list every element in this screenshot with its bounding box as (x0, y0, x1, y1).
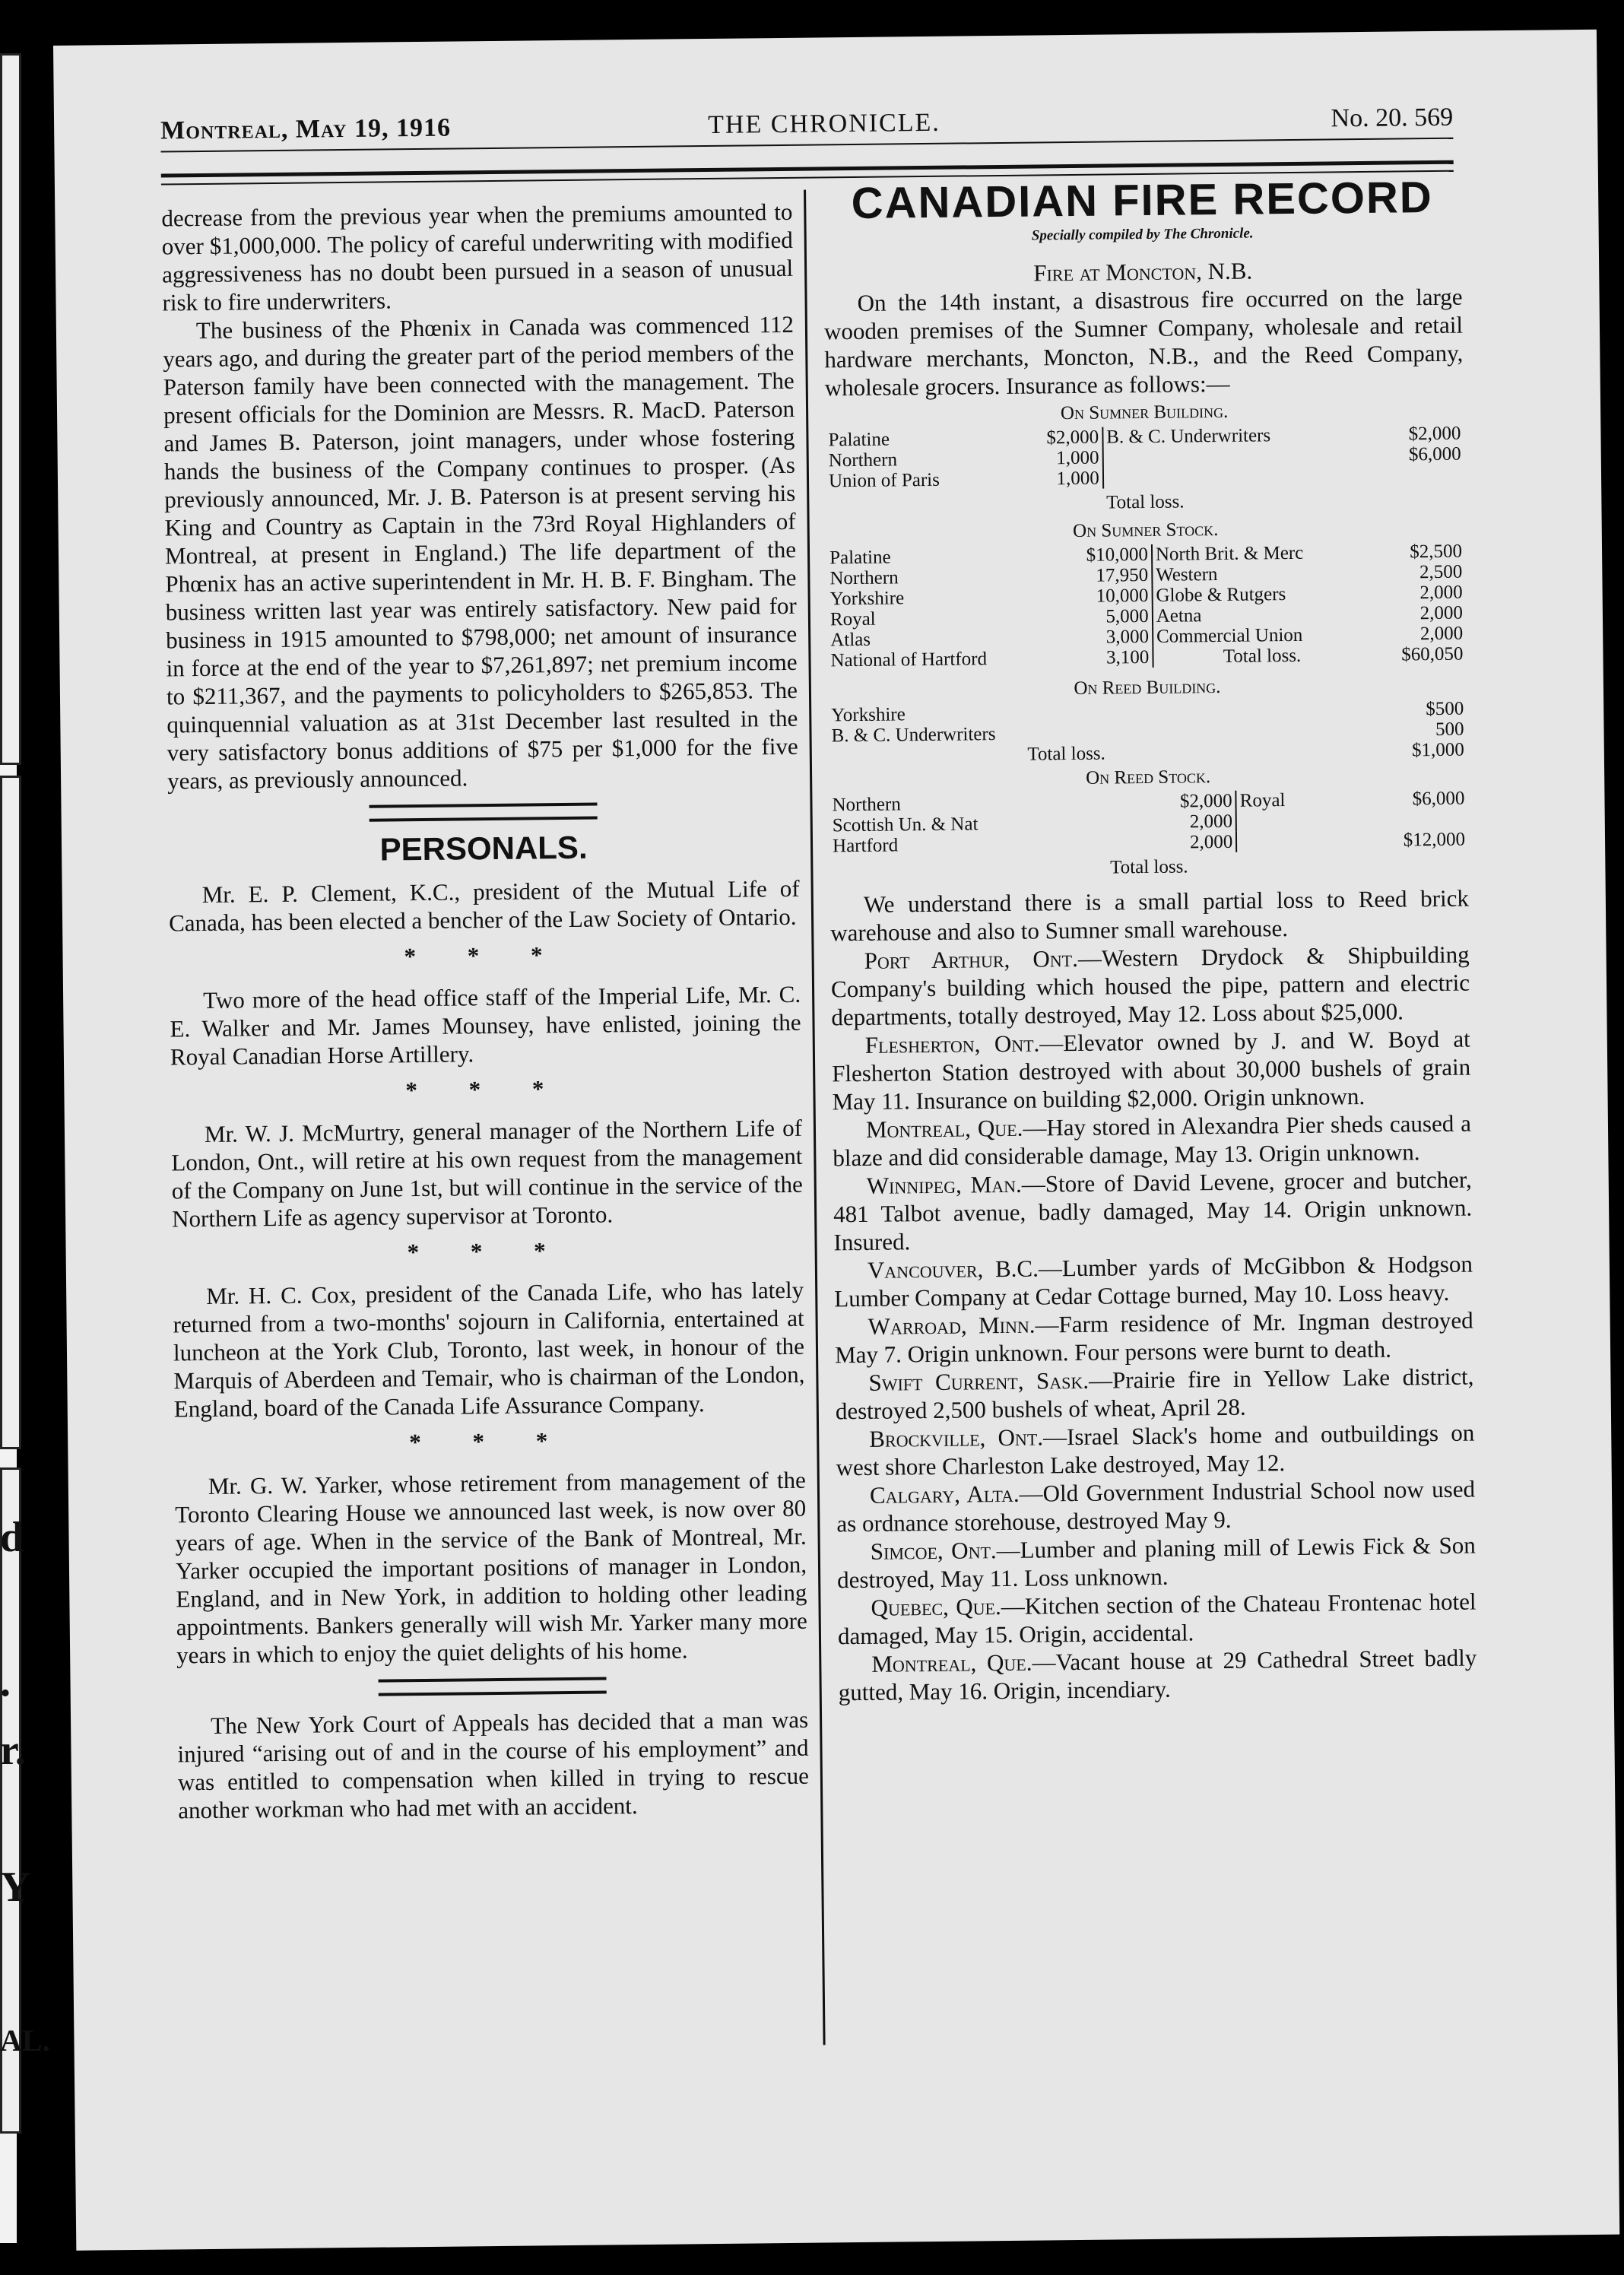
amount: 17,950 (1096, 564, 1149, 586)
adjacent-letter: d (0, 1514, 24, 1561)
amount: 1,000 (1056, 468, 1099, 490)
amount: 2,000 (1189, 811, 1233, 833)
amount: $2,500 (1410, 541, 1463, 563)
fire-details: —Vacant house at 29 Cathedral Street badly gutted, May 16. Origin, incendiary. (838, 1644, 1477, 1706)
amount: 1,000 (1056, 447, 1099, 469)
amount: 3,100 (1105, 646, 1150, 668)
insurer: Globe & Rutgers (1152, 583, 1370, 606)
sumner-building-table (825, 424, 1464, 492)
personals-heading: PERSONALS. (379, 829, 588, 868)
fire-location: Warroad, Minn. (868, 1311, 1036, 1340)
fire-item (836, 1419, 1475, 1482)
amount: $2,000 (1408, 423, 1461, 445)
insurer: Atlas (830, 629, 871, 651)
insurer: Northern (832, 794, 901, 816)
insurer: Union of Paris (828, 469, 940, 492)
insurer: Yorkshire (831, 704, 906, 726)
fire-details: —Lumber and planing mill of Lewis Fick & Son destroyed, May 11. Loss unknown. (837, 1531, 1476, 1594)
fire-location: Montreal, Que. (871, 1648, 1032, 1677)
separator-stars: * * * (409, 1426, 571, 1456)
fire-details: —Prairie fire in Yellow Lake district, destroyed 2,500 bushels of wheat, April 28. (835, 1363, 1474, 1425)
total-amount: $60,050 (1401, 643, 1464, 665)
adjacent-page-box (0, 53, 21, 765)
personal-item: Mr. H. C. Cox, president of the Canada Life, who has lately returned from a two-months' sojourn in California, entertained at luncheon at the York Club, Toronto, last week, in honour of the Marquis of Aberdeen and Temair, who is chairman of the London, England, board of the Canada Life Assurance Company. (173, 1276, 805, 1423)
insurer: Royal (829, 608, 876, 630)
separator-stars: * * * (407, 1236, 569, 1266)
personal-item: Mr. W. J. McMurtry, general manager of the Northern Life of London, Ont., will retire at his own request from the management of the Company on June 1st, but will continue in the service of the Northern Life as agency supervisor at Toronto. (171, 1114, 803, 1233)
amount (1372, 465, 1464, 486)
fire-paragraph: We understand there is a small partial loss to Reed brick warehouse and also to Sumner small warehouse. (830, 884, 1470, 947)
fire-item (833, 1109, 1472, 1172)
insurer: Northern (829, 567, 899, 589)
amount (1337, 809, 1467, 831)
sumner-stock-table (826, 541, 1467, 671)
fire-details: —Old Government Industrial School now used as ordnance storehouse, destroyed May 9. (836, 1475, 1476, 1537)
insurer (1236, 810, 1337, 831)
separator-stars: * * * (405, 1075, 567, 1104)
header-date: Montreal, May 19, 1916 (160, 113, 452, 145)
total-loss-label: Total loss. (1027, 743, 1105, 765)
fire-item (835, 1306, 1474, 1369)
amount: 2,000 (1189, 831, 1233, 853)
total-amount: $12,000 (1403, 829, 1466, 851)
newspaper-page (53, 30, 1619, 2251)
moncton-intro: On the 14th instant, a disastrous fire occurred on the large wooden premises of the Sumner Company, wholesale and retail hardware merchants, Moncton, N.B., and the Reed Company, wholesale grocers. Insurance as follows:— (823, 283, 1464, 401)
fire-item (836, 1475, 1476, 1538)
amount: 2,000 (1419, 602, 1464, 624)
amount: $6,000 (1412, 788, 1465, 810)
insurer: Commercial Union (1153, 624, 1371, 647)
insurer (1103, 465, 1373, 489)
fire-record-subtitle: Specially compiled by The Chronicle. (1031, 225, 1254, 244)
insurer (1236, 830, 1337, 852)
fire-location: Port Arthur, Ont. (864, 944, 1079, 974)
adjacent-letter: AL. (0, 2023, 50, 2058)
fire-item (837, 1588, 1477, 1651)
fire-location: Simcoe, Ont. (870, 1537, 997, 1565)
adjacent-letter: Y (0, 1864, 31, 1911)
amount: $2,000 (1046, 427, 1099, 449)
insurer: Royal (1236, 789, 1337, 811)
personal-item: Mr. E. P. Clement, K.C., president of the Mutual Life of Canada, has been elected a bencher of the Law Society of Ontario. (168, 874, 800, 937)
fire-item (835, 1363, 1474, 1426)
insurer: North Brit. & Merc (1152, 542, 1370, 565)
insurer: Western (1152, 563, 1370, 585)
sumner-stock-heading: On Sumner Stock. (1072, 519, 1219, 541)
fire-details: —Lumber yards of McGibbon & Hodgson Lumber Company at Cedar Cottage burned, May 10. Loss heavy. (834, 1250, 1473, 1312)
insurer: B. & C. Underwriters (1102, 424, 1372, 448)
adjacent-page-box (0, 776, 21, 1449)
left-column (161, 198, 809, 1825)
header-title: THE CHRONICLE. (707, 108, 940, 139)
insurer: National of Hartford (830, 649, 988, 671)
fire-details: —Store of David Levene, grocer and butcher, 481 Talbot avenue, badly damaged, May 14. Origin unknown. Insured. (833, 1166, 1473, 1256)
reed-stock-heading: On Reed Stock. (1085, 766, 1211, 788)
adjacent-letter: . (0, 1658, 11, 1705)
amount: 500 (1435, 719, 1464, 741)
personal-item: Two more of the head office staff of the Imperial Life, Mr. C. E. Walker and Mr. James Mounsey, have enlisted, joining the Royal Canadian Horse Artillery. (170, 980, 801, 1071)
fire-item (830, 941, 1470, 1032)
fire-item (833, 1166, 1473, 1257)
fire-location: Swift Current, Sask. (868, 1366, 1090, 1396)
reed-stock-table (829, 788, 1468, 857)
page-header (160, 103, 1454, 163)
insurer: Hartford (832, 835, 899, 857)
article-paragraph: decrease from the previous year when the premiums amounted to over $1,000,000. The policy of careful underwriting with modified aggressiveness has no doubt been pursued in a season of unusual risk to fire underwriters. (161, 198, 794, 316)
amount: 3,000 (1105, 626, 1150, 648)
reed-building-table (828, 699, 1467, 767)
article-paragraph: The business of the Phœnix in Canada was commenced 112 years ago, and during the greater part of the period members of the Paterson family have been connected with the management. The present officials for the Dominion are Messrs. R. MacD. Paterson and James B. Paterson, joint managers, under whose fostering hands the business of the Company continues to prosper. (As previously announced, Mr. J. B. Paterson is at present serving his King and Country as Captain in the 73rd Royal Highlanders of Montreal, at present in England.) The life department of the Phœnix has an active superintendent in Mr. H. B. F. Bingham. The business written last year was entirely satisfactory. New paid for business in 1915 amounted to $798,000; net amount of insurance in force at the end of the year to $7,261,897; net premium income to $211,367, and the payments to policyholders to $265,853. The quinquennial valuation as at 31st December last resulted in the very satisfactory bonus additions of $75 per $1,000 for the five years, as previously announced. (163, 310, 798, 795)
total-loss-label: Total loss. (1153, 645, 1371, 668)
fire-location: Calgary, Alta. (869, 1480, 1020, 1509)
header-page-number: No. 20. 569 (1331, 103, 1454, 133)
fire-details: —Kitchen section of the Chateau Frontenac hotel damaged, May 15. Origin, accidental. (837, 1588, 1477, 1650)
fire-details: —Hay stored in Alexandra Pier sheds caused a blaze and did considerable damage, May 13. Origin unknown. (833, 1109, 1472, 1172)
insurer: B. & C. Underwriters (831, 724, 996, 747)
total-loss-label: Total loss. (1110, 856, 1188, 878)
amount: 2,000 (1419, 623, 1464, 645)
amount: 5,000 (1105, 605, 1149, 627)
fire-details: —Western Drydock & Shipbuilding Company's building which housed the pipe, pattern and electric departments, totally destroyed, May 12. Loss about $25,000. (830, 941, 1470, 1031)
insurer: Aetna (1153, 604, 1371, 627)
amount: $500 (1426, 698, 1464, 720)
sumner-building-heading: On Sumner Building. (1060, 401, 1229, 424)
section-rule (379, 1677, 607, 1696)
amount: $10,000 (1086, 544, 1149, 566)
fire-details: —Israel Slack's home and outbuildings on west shore Charleston Lake destroyed, May 12. (836, 1419, 1475, 1481)
amount: $2,000 (1179, 790, 1232, 812)
personal-item: Mr. G. W. Yarker, whose retirement from management of the Toronto Clearing House we announced last week, is now over 80 years of age. When in the service of the Bank of Montreal, Mr. Yarker occupied the important positions of manager in London, England, and in New York, in addition to holding other leading appointments. Bankers generally will wish Mr. Yarker many more years in which to enjoy the quiet delights of his home. (175, 1466, 807, 1669)
adjacent-letter: r. (0, 1727, 26, 1774)
amount: 2,000 (1419, 582, 1463, 604)
insurer (1102, 445, 1372, 468)
fire-item (832, 1025, 1471, 1116)
total-amount: $1,000 (1411, 739, 1464, 761)
fire-details: —Farm residence of Mr. Ingman destroyed May 7. Origin unknown. Four persons were burnt to death. (834, 1306, 1473, 1369)
insurer: Northern (828, 449, 898, 471)
fire-location: Quebec, Que. (871, 1593, 1001, 1621)
fire-location: Winnipeg, Man. (866, 1170, 1022, 1199)
fire-item (834, 1250, 1473, 1313)
fire-details: —Elevator owned by J. and W. Boyd at Flesherton Station destroyed with about 30,000 bushels of grain May 11. Insurance on building $2,000. Origin unknown. (832, 1025, 1471, 1115)
fire-item (837, 1531, 1477, 1594)
insurer: Palatine (828, 429, 890, 451)
insurer: Palatine (829, 547, 891, 569)
right-column (823, 173, 1477, 1707)
fire-item (838, 1644, 1477, 1707)
article-paragraph: The New York Court of Appeals has decided that a man was injured “arising out of and in the course of his employment” and was entitled to compensation when killed in trying to rescue another workman who had met with an accident. (177, 1705, 810, 1824)
amount: 10,000 (1096, 585, 1149, 607)
moncton-heading: Fire at Moncton, N.B. (1033, 257, 1253, 287)
reed-building-heading: On Reed Building. (1074, 676, 1221, 699)
total-amount: $6,000 (1408, 443, 1461, 465)
insurer: Scottish Un. & Nat (832, 814, 979, 836)
fire-record-title: CANADIAN FIRE RECORD (851, 173, 1434, 229)
section-rule (369, 803, 597, 822)
total-loss-label: Total loss. (1106, 491, 1185, 513)
fire-location: Vancouver, B.C. (867, 1255, 1039, 1283)
fire-location: Flesherton, Ont. (864, 1030, 1040, 1058)
insurer: Yorkshire (829, 588, 905, 610)
amount: 2,500 (1419, 561, 1463, 583)
separator-stars: * * * (404, 941, 566, 970)
fire-location: Brockville, Ont. (869, 1423, 1044, 1452)
fire-location: Montreal, Que. (865, 1114, 1023, 1143)
